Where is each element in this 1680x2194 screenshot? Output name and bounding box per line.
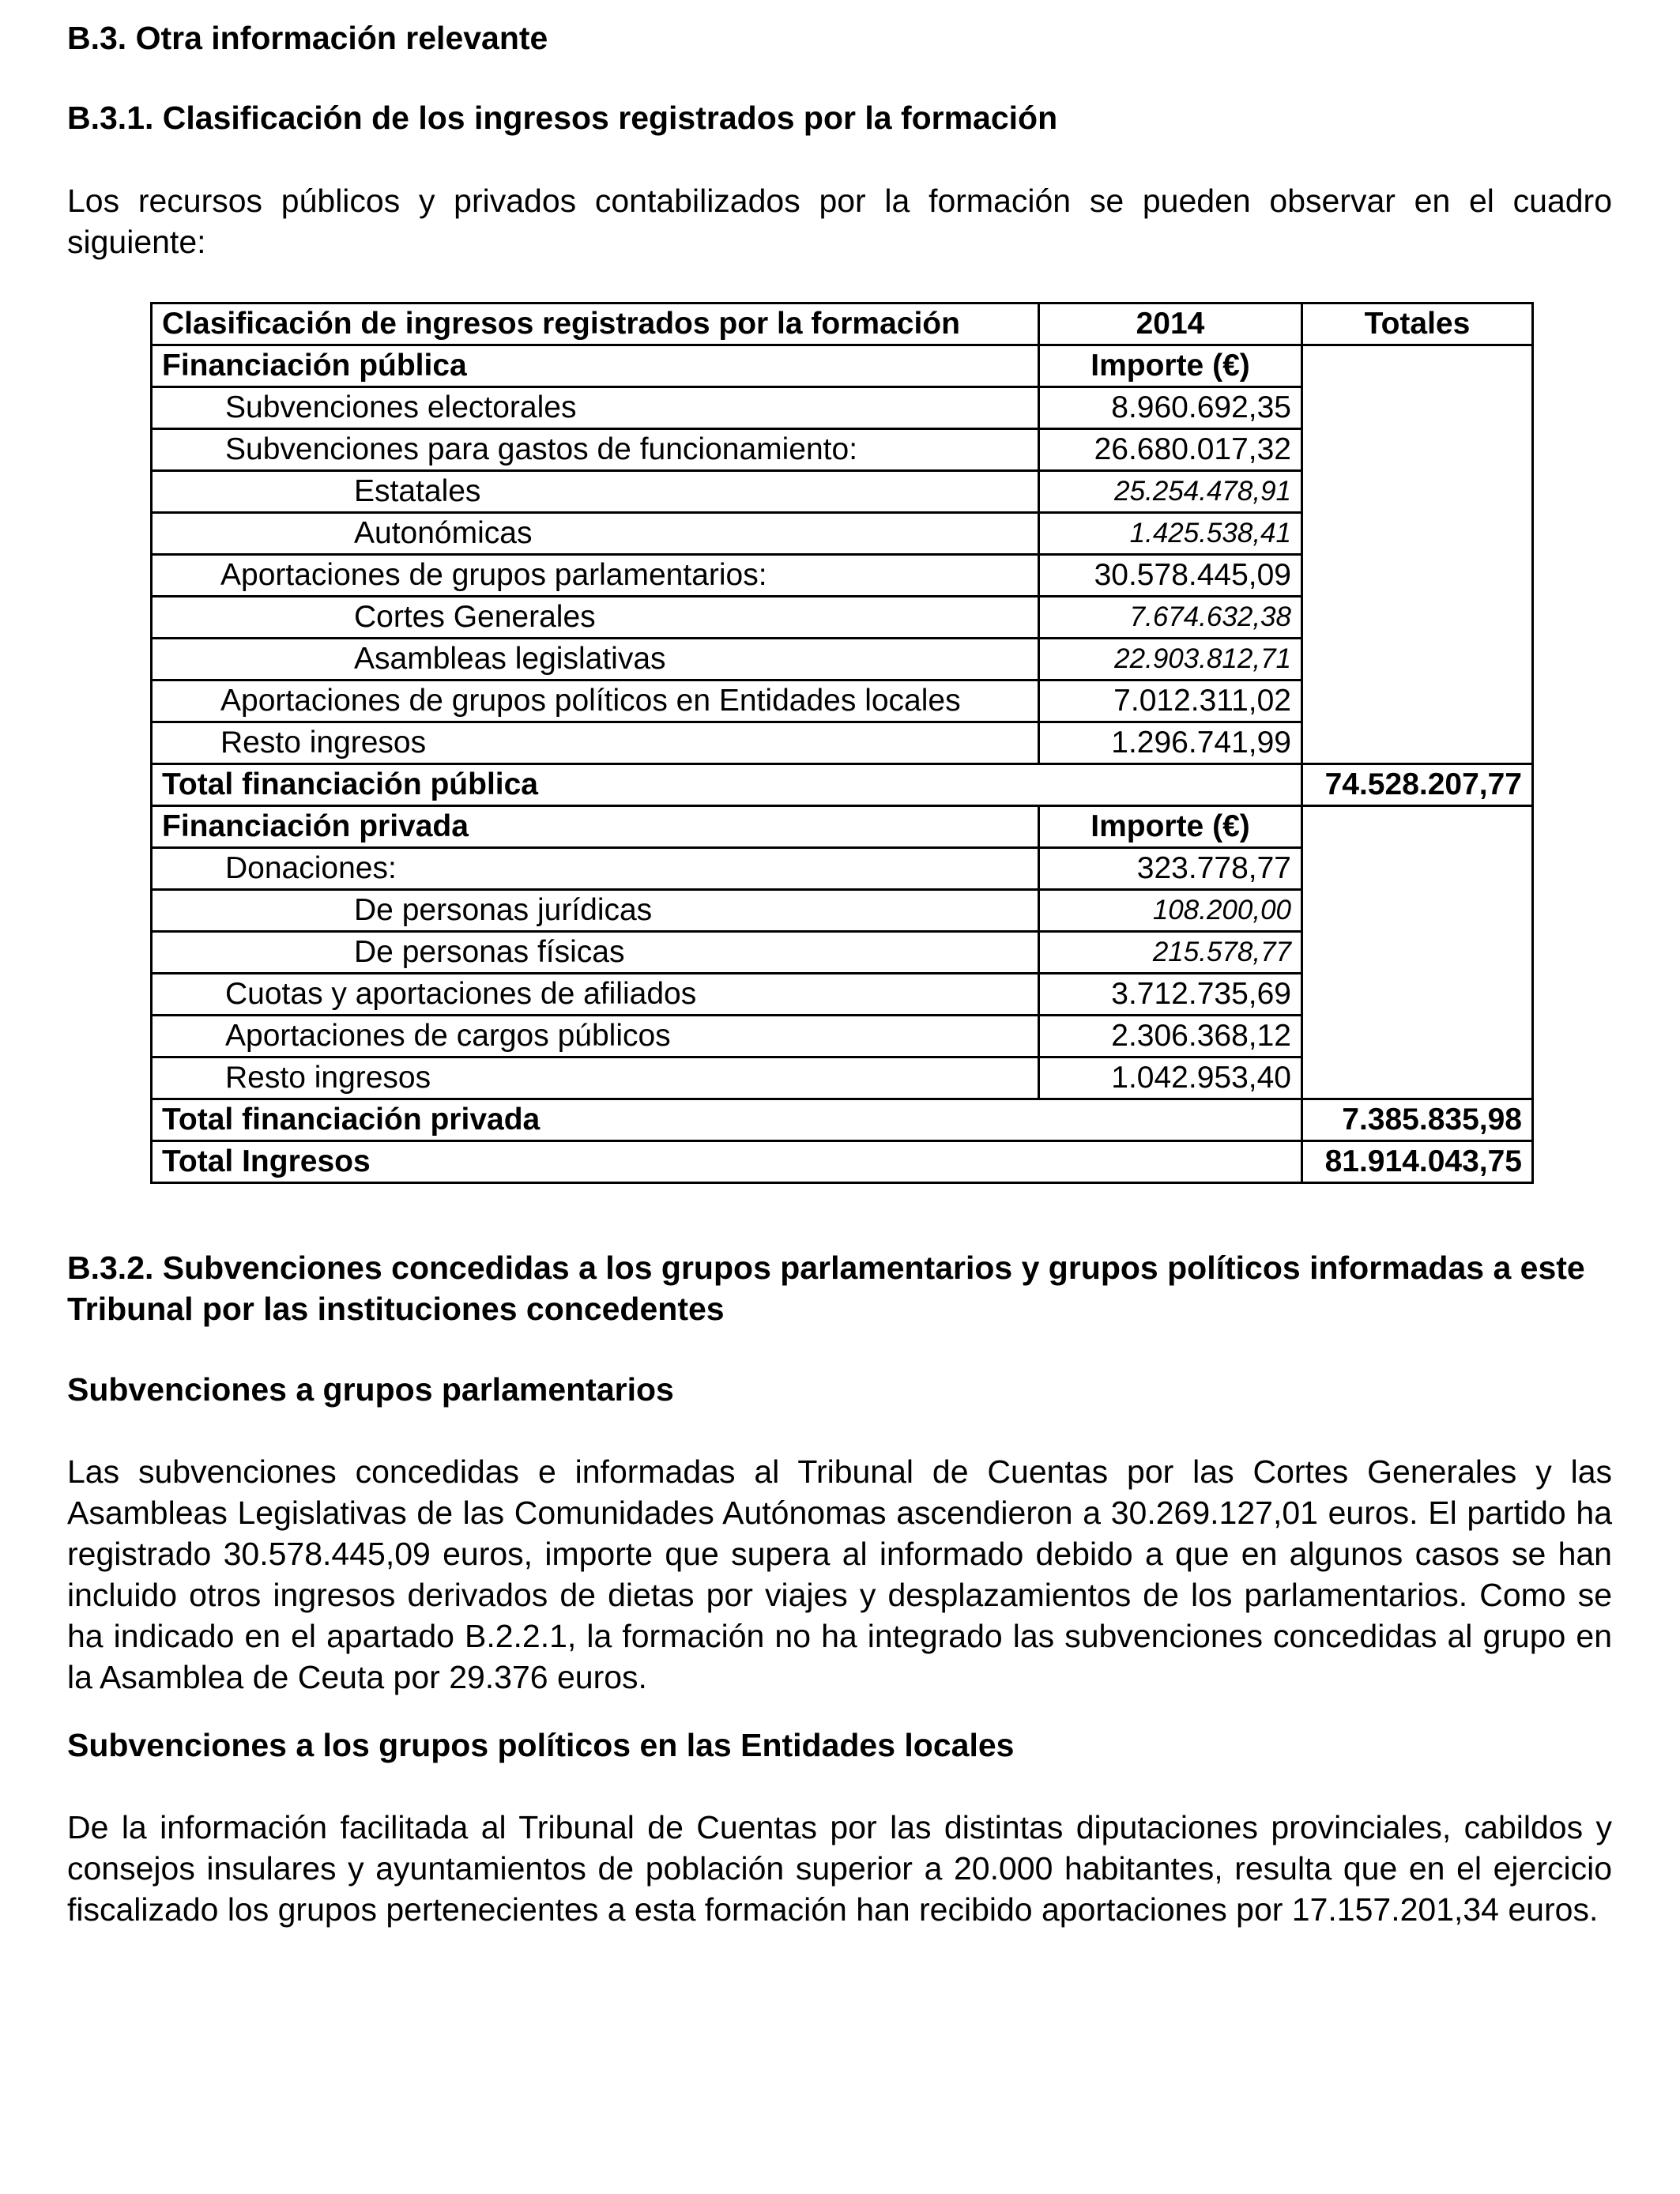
row-label: Cuotas y aportaciones de afiliados bbox=[152, 974, 1039, 1016]
grand-total-value: 81.914.043,75 bbox=[1302, 1141, 1533, 1183]
row-label: Autonómicas bbox=[152, 513, 1039, 555]
row-value: 3.712.735,69 bbox=[1039, 974, 1302, 1016]
row-value: 26.680.017,32 bbox=[1039, 429, 1302, 471]
income-classification-table bbox=[150, 302, 1534, 1184]
subsection-title-local: Subvenciones a los grupos políticos en las Entidades locales bbox=[67, 1727, 1015, 1763]
private-totals-blank bbox=[1302, 806, 1533, 1099]
paragraph-parliamentary: Las subvenciones concedidas e informadas al Tribunal de Cuentas por las Cortes Generales y las Asambleas Legislativas de las Comunidades Autónomas ascendieron a 30.269.127,01 euros. El partido ha registrado 30.578.445,09 euros, importe que supera al informado debido a que en algunos casos se han incluido otros ingresos derivados de dietas por viajes y desplazamientos de los parlamentarios. Como se ha indicado en el apartado B.2.2.1, la formación no ha integrado las subvenciones concedidas al grupo en la Asamblea de Ceuta por 29.376 euros. bbox=[67, 1453, 1612, 1695]
public-total-label: Total financiación pública bbox=[152, 764, 1302, 806]
header-classification: Clasificación de ingresos registrados por la formación bbox=[152, 303, 1039, 345]
header-year: 2014 bbox=[1039, 303, 1302, 345]
paragraph-local: De la información facilitada al Tribunal de Cuentas por las distintas diputaciones provinciales, cabildos y consejos insulares y ayuntamientos de población superior a 20.000 habitantes, resulta que en el ejercicio fiscalizado los grupos pertenecientes a esta formación han recibido aportaciones por 17.157.201,34 euros. bbox=[67, 1809, 1612, 1928]
row-value: 25.254.478,91 bbox=[1039, 471, 1302, 513]
row-value: 7.012.311,02 bbox=[1039, 680, 1302, 722]
row-value: 8.960.692,35 bbox=[1039, 387, 1302, 429]
row-label: De personas físicas bbox=[152, 932, 1039, 974]
row-value: 22.903.812,71 bbox=[1039, 639, 1302, 680]
row-label: Subvenciones electorales bbox=[152, 387, 1039, 429]
public-section-title: Financiación pública bbox=[152, 345, 1039, 387]
table-row-total bbox=[152, 1099, 1533, 1141]
row-value: 7.674.632,38 bbox=[1039, 597, 1302, 639]
private-section-title: Financiación privada bbox=[152, 806, 1039, 848]
table-row-grand-total bbox=[152, 1141, 1533, 1183]
row-label: De personas jurídicas bbox=[152, 890, 1039, 932]
row-value: 215.578,77 bbox=[1039, 932, 1302, 974]
row-value: 108.200,00 bbox=[1039, 890, 1302, 932]
table-header-row bbox=[152, 303, 1533, 345]
table-row-total bbox=[152, 764, 1533, 806]
row-label: Asambleas legislativas bbox=[152, 639, 1039, 680]
grand-total-label: Total Ingresos bbox=[152, 1141, 1302, 1183]
private-total-value: 7.385.835,98 bbox=[1302, 1099, 1533, 1141]
row-value: 1.296.741,99 bbox=[1039, 722, 1302, 764]
row-value: 30.578.445,09 bbox=[1039, 555, 1302, 597]
private-importe-label: Importe (€) bbox=[1039, 806, 1302, 848]
row-value: 2.306.368,12 bbox=[1039, 1016, 1302, 1057]
section-title-b32: B.3.2. Subvenciones concedidas a los grupos parlamentarios y grupos políticos informadas a este Tribunal por las instituciones concedentes bbox=[67, 1250, 1585, 1327]
table-row bbox=[152, 806, 1533, 848]
row-label: Subvenciones para gastos de funcionamiento: bbox=[152, 429, 1039, 471]
row-label: Aportaciones de grupos políticos en Entidades locales bbox=[152, 680, 1039, 722]
row-label: Resto ingresos bbox=[152, 722, 1039, 764]
row-value: 1.042.953,40 bbox=[1039, 1057, 1302, 1099]
public-importe-label: Importe (€) bbox=[1039, 345, 1302, 387]
public-totals-blank bbox=[1302, 345, 1533, 764]
row-label: Estatales bbox=[152, 471, 1039, 513]
private-total-label: Total financiación privada bbox=[152, 1099, 1302, 1141]
public-total-value: 74.528.207,77 bbox=[1302, 764, 1533, 806]
row-label: Aportaciones de grupos parlamentarios: bbox=[152, 555, 1039, 597]
row-value: 1.425.538,41 bbox=[1039, 513, 1302, 555]
row-label: Cortes Generales bbox=[152, 597, 1039, 639]
section-title-b3: B.3. Otra información relevante bbox=[67, 20, 548, 56]
header-totals: Totales bbox=[1302, 303, 1533, 345]
table-row bbox=[152, 345, 1533, 387]
intro-paragraph: Los recursos públicos y privados contabilizados por la formación se pueden observar en el cuadro siguiente: bbox=[67, 183, 1612, 260]
section-title-b31: B.3.1. Clasificación de los ingresos registrados por la formación bbox=[67, 100, 1058, 136]
row-label: Aportaciones de cargos públicos bbox=[152, 1016, 1039, 1057]
row-value: 323.778,77 bbox=[1039, 848, 1302, 890]
subsection-title-parliamentary: Subvenciones a grupos parlamentarios bbox=[67, 1371, 674, 1408]
row-label: Donaciones: bbox=[152, 848, 1039, 890]
row-label: Resto ingresos bbox=[152, 1057, 1039, 1099]
